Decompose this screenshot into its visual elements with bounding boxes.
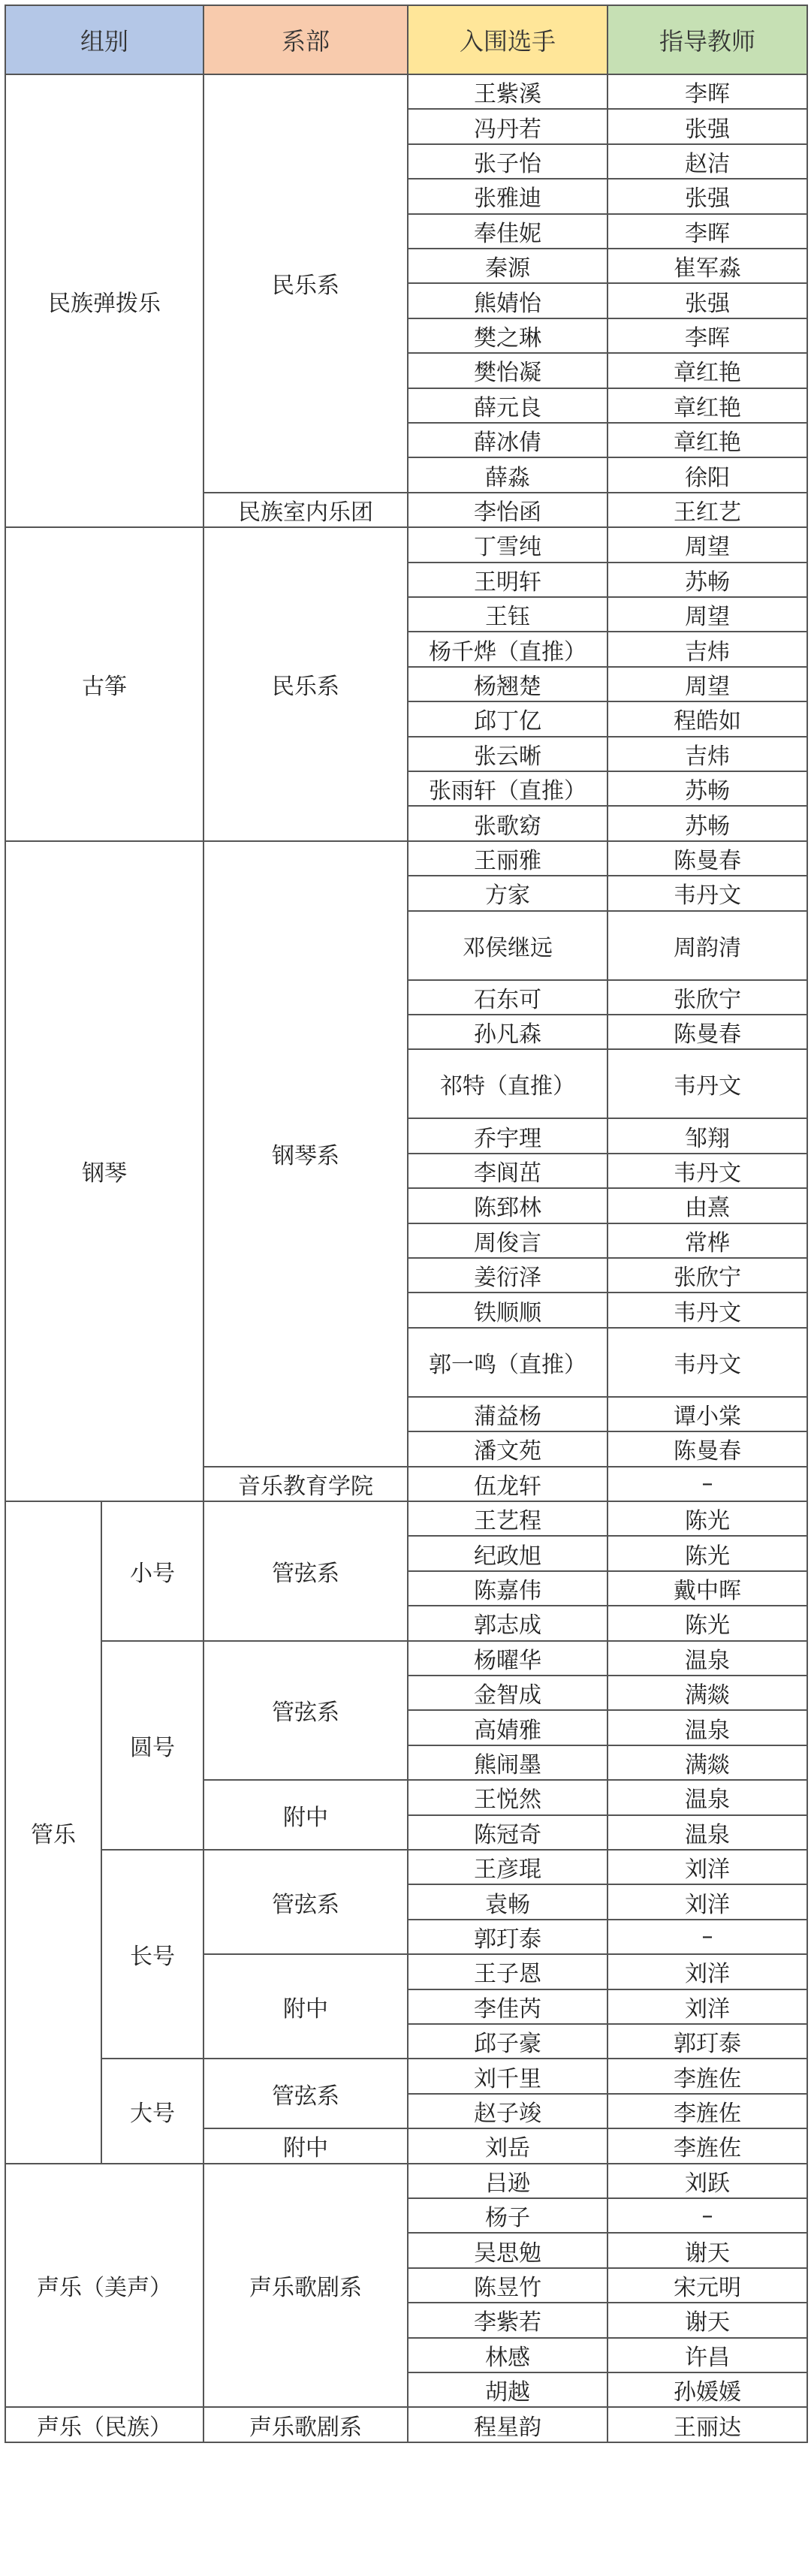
department-name: 音乐教育学院 [203, 1466, 409, 1502]
instructor-name: 周望 [607, 596, 808, 632]
finalist-name: 王丽雅 [407, 840, 608, 876]
finalist-name: 金智成 [407, 1675, 608, 1711]
finalist-name: 王紫溪 [407, 74, 608, 110]
instructor-name: 韦丹文 [607, 1048, 808, 1119]
instructor-name: 陈曼春 [607, 840, 808, 876]
instructor-name: – [607, 1919, 808, 1955]
finalist-name: 李阆茁 [407, 1153, 608, 1189]
instructor-name: 温泉 [607, 1779, 808, 1815]
finalist-name: 乔宇理 [407, 1118, 608, 1154]
finalist-name: 李佳芮 [407, 1989, 608, 2025]
finalist-name: 孙凡森 [407, 1014, 608, 1050]
finalist-name: 张子怡 [407, 143, 608, 179]
finalist-name: 纪政旭 [407, 1535, 608, 1571]
finalist-name: 铁顺顺 [407, 1292, 608, 1328]
group-name: 声乐（美声） [5, 2163, 204, 2409]
finalist-name: 王悦然 [407, 1779, 608, 1815]
group-name: 古筝 [5, 526, 204, 842]
finalist-name: 伍龙轩 [407, 1466, 608, 1502]
department-name: 民族室内乐团 [203, 492, 409, 528]
instructor-name: 张欣宁 [607, 1257, 808, 1293]
finalist-name: 杨子 [407, 2197, 608, 2234]
instructor-name: 吉炜 [607, 736, 808, 772]
instructor-name: 刘洋 [607, 1884, 808, 1920]
instructor-name: 陈光 [607, 1535, 808, 1571]
instructor-name: 温泉 [607, 1709, 808, 1745]
department-name: 民乐系 [203, 74, 409, 493]
finalist-name: 潘文苑 [407, 1431, 608, 1467]
instructor-name: 邹翔 [607, 1118, 808, 1154]
finalist-name: 高婧雅 [407, 1709, 608, 1745]
finalist-name: 郭一鸣（直推） [407, 1327, 608, 1398]
department-name: 附中 [203, 2128, 409, 2164]
finalist-name: 张云晰 [407, 736, 608, 772]
instructor-name: 韦丹文 [607, 875, 808, 911]
finalist-name: 胡越 [407, 2372, 608, 2408]
finalist-name: 杨曜华 [407, 1640, 608, 1676]
finalist-name: 王彦琨 [407, 1849, 608, 1885]
instructor-name: 陈光 [607, 1605, 808, 1641]
subgroup-name: 大号 [101, 2058, 204, 2164]
instructor-name: 赵洁 [607, 143, 808, 179]
finalist-name: 张雅迪 [407, 178, 608, 214]
group-name: 声乐（民族） [5, 2406, 204, 2442]
finalist-name: 刘千里 [407, 2058, 608, 2094]
finalist-name: 赵子竣 [407, 2093, 608, 2129]
finalist-name: 奉佳妮 [407, 213, 608, 249]
instructor-name: 张强 [607, 178, 808, 214]
instructor-name: 孙媛媛 [607, 2372, 808, 2408]
finalist-name: 张歌窈 [407, 805, 608, 841]
instructor-name: 徐阳 [607, 457, 808, 493]
finalist-name: 程星韵 [407, 2406, 608, 2442]
instructor-name: 王丽达 [607, 2406, 808, 2442]
finalist-name: 方家 [407, 875, 608, 911]
finalist-name: 姜衍泽 [407, 1257, 608, 1293]
header-instructor: 指导教师 [607, 5, 808, 75]
finalist-name: 樊怡凝 [407, 352, 608, 388]
instructor-name: 张欣宁 [607, 979, 808, 1015]
instructor-name: 李旌佐 [607, 2093, 808, 2129]
instructor-name: 刘洋 [607, 1953, 808, 1989]
group-name: 钢琴 [5, 840, 204, 1502]
finalist-name: 蒲益杨 [407, 1396, 608, 1432]
group-name: 民族弹拨乐 [5, 74, 204, 528]
department-name: 民乐系 [203, 526, 409, 842]
instructor-name: 陈曼春 [607, 1014, 808, 1050]
finalist-name: 李怡函 [407, 492, 608, 528]
instructor-name: 由熹 [607, 1187, 808, 1223]
instructor-name: 周望 [607, 666, 808, 702]
finalist-name: 郭玎泰 [407, 1919, 608, 1955]
finalist-name: 薛淼 [407, 457, 608, 493]
finalist-name: 陈嘉伟 [407, 1570, 608, 1606]
finalist-name: 邱子豪 [407, 2023, 608, 2059]
instructor-name: 崔军淼 [607, 248, 808, 284]
instructor-name: – [607, 1466, 808, 1502]
department-name: 管弦系 [203, 1501, 409, 1642]
instructor-name: 戴中晖 [607, 1570, 808, 1606]
instructor-name: – [607, 2197, 808, 2234]
instructor-name: 宋元明 [607, 2267, 808, 2303]
instructor-name: 韦丹文 [607, 1327, 808, 1398]
instructor-name: 程皓如 [607, 701, 808, 737]
department-name: 管弦系 [203, 1849, 409, 1955]
instructor-name: 张强 [607, 282, 808, 318]
instructor-name: 谭小棠 [607, 1396, 808, 1432]
header-group: 组别 [5, 5, 204, 75]
instructor-name: 李旌佐 [607, 2058, 808, 2094]
instructor-name: 郭玎泰 [607, 2023, 808, 2059]
finalist-name: 王艺程 [407, 1501, 608, 1537]
instructor-name: 常桦 [607, 1223, 808, 1259]
instructor-name: 刘洋 [607, 1989, 808, 2025]
instructor-name: 李旌佐 [607, 2128, 808, 2164]
department-name: 声乐歌剧系 [203, 2406, 409, 2442]
instructor-name: 章红艳 [607, 388, 808, 424]
finalist-name: 邱丁亿 [407, 701, 608, 737]
finalist-name: 王子恩 [407, 1953, 608, 1989]
finalist-name: 杨千烨（直推） [407, 631, 608, 667]
instructor-name: 温泉 [607, 1814, 808, 1851]
instructor-name: 章红艳 [607, 422, 808, 458]
finalist-name: 薛冰倩 [407, 422, 608, 458]
instructor-name: 周望 [607, 526, 808, 563]
finalist-name: 张雨轩（直推） [407, 771, 608, 807]
finalist-name: 王钰 [407, 596, 608, 632]
finalist-name: 熊闹墨 [407, 1745, 608, 1781]
instructor-name: 韦丹文 [607, 1153, 808, 1189]
subgroup-name: 小号 [101, 1501, 204, 1642]
instructor-name: 章红艳 [607, 352, 808, 388]
group-name: 管乐 [5, 1501, 102, 2164]
subgroup-name: 圆号 [101, 1640, 204, 1851]
finalist-name: 冯丹若 [407, 108, 608, 144]
header-department: 系部 [203, 5, 409, 75]
instructor-name: 苏畅 [607, 805, 808, 841]
finalist-name: 熊婧怡 [407, 282, 608, 318]
instructor-name: 张强 [607, 108, 808, 144]
finalist-name: 刘岳 [407, 2128, 608, 2164]
instructor-name: 王红艺 [607, 492, 808, 528]
department-name: 钢琴系 [203, 840, 409, 1467]
instructor-name: 许昌 [607, 2337, 808, 2373]
finalist-name: 杨翘楚 [407, 666, 608, 702]
instructor-name: 陈光 [607, 1501, 808, 1537]
header-finalist: 入围选手 [407, 5, 608, 75]
department-name: 附中 [203, 1779, 409, 1851]
instructor-name: 周韵清 [607, 910, 808, 981]
instructor-name: 陈曼春 [607, 1431, 808, 1467]
finalist-name: 袁畅 [407, 1884, 608, 1920]
instructor-name: 苏畅 [607, 771, 808, 807]
finalist-name: 陈冠奇 [407, 1814, 608, 1851]
finalist-name: 吕逊 [407, 2163, 608, 2199]
instructor-name: 李晖 [607, 74, 808, 110]
instructor-name: 苏畅 [607, 562, 808, 598]
finalist-name: 祁特（直推） [407, 1048, 608, 1119]
department-name: 附中 [203, 1953, 409, 2059]
instructor-name: 刘跃 [607, 2163, 808, 2199]
finalist-name: 樊之琳 [407, 318, 608, 354]
instructor-name: 李晖 [607, 318, 808, 354]
instructor-name: 满燚 [607, 1745, 808, 1781]
finalist-name: 林感 [407, 2337, 608, 2373]
finalist-name: 周俊言 [407, 1223, 608, 1259]
finalist-name: 石东可 [407, 979, 608, 1015]
finalist-name: 王明轩 [407, 562, 608, 598]
finalist-name: 丁雪纯 [407, 526, 608, 563]
finalist-name: 吴思勉 [407, 2232, 608, 2268]
instructor-name: 刘洋 [607, 1849, 808, 1885]
department-name: 管弦系 [203, 1640, 409, 1781]
finalist-name: 陈郅林 [407, 1187, 608, 1223]
instructor-name: 温泉 [607, 1640, 808, 1676]
instructor-name: 满燚 [607, 1675, 808, 1711]
instructor-name: 谢天 [607, 2232, 808, 2268]
instructor-name: 谢天 [607, 2302, 808, 2338]
finalist-name: 陈昱竹 [407, 2267, 608, 2303]
finalist-name: 秦源 [407, 248, 608, 284]
department-name: 声乐歌剧系 [203, 2163, 409, 2409]
instructor-name: 李晖 [607, 213, 808, 249]
subgroup-name: 长号 [101, 1849, 204, 2059]
finalist-name: 李紫若 [407, 2302, 608, 2338]
department-name: 管弦系 [203, 2058, 409, 2129]
finalist-name: 郭志成 [407, 1605, 608, 1641]
finalist-name: 薛元良 [407, 388, 608, 424]
instructor-name: 韦丹文 [607, 1292, 808, 1328]
finalist-name: 邓侯继远 [407, 910, 608, 981]
instructor-name: 吉炜 [607, 631, 808, 667]
